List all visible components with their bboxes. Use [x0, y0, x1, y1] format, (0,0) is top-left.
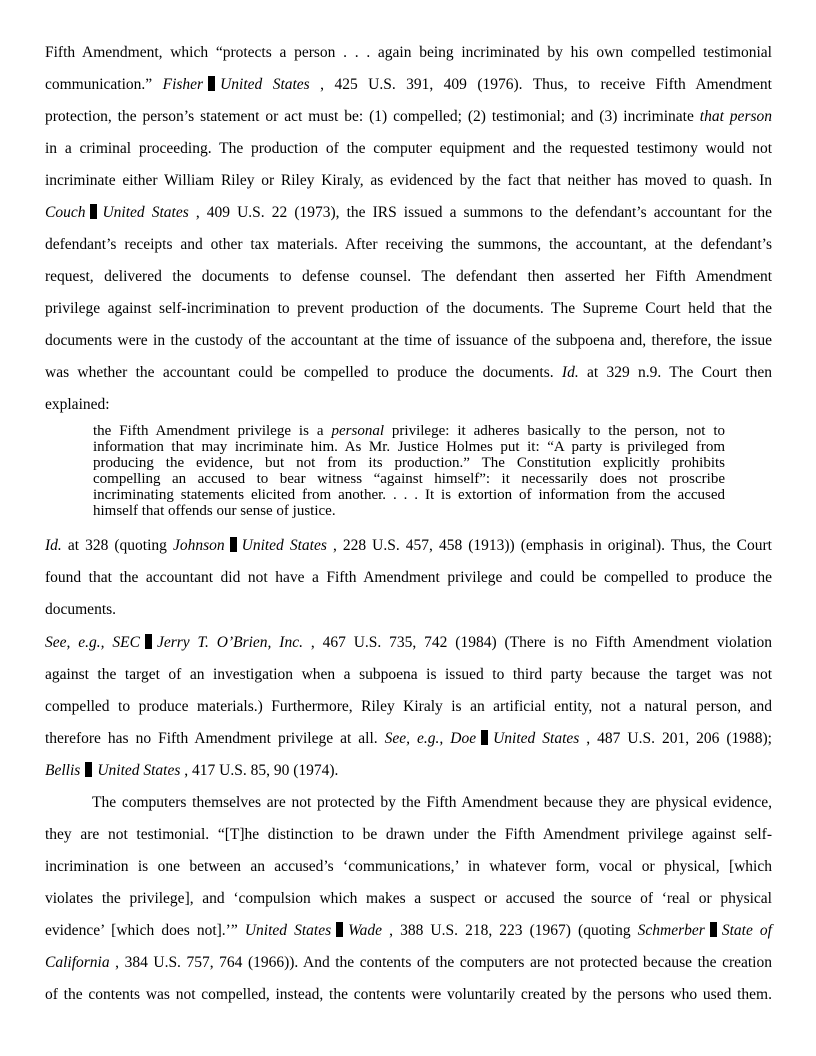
redaction-mark	[336, 922, 343, 937]
text-line	[45, 691, 772, 723]
citation-italic-text: Id.	[45, 537, 62, 554]
text-line	[45, 197, 772, 229]
text-segment: was whether the accountant could be compelled to produce the documents.	[45, 364, 562, 381]
text-line	[93, 455, 725, 471]
text-segment: found that the accountant did not have a Fifth Amendment privilege and could be compelled to produce the	[45, 569, 772, 586]
text-segment: at 329 n.9. The Court then	[578, 364, 772, 381]
citation-italic-text: United States	[220, 76, 310, 93]
text-line	[45, 325, 772, 357]
text-segment: privilege: it adheres basically to the person, not to	[383, 423, 725, 439]
text-line	[93, 439, 725, 455]
text-line	[45, 562, 772, 594]
text-line	[93, 423, 725, 439]
paragraph-computers	[45, 787, 772, 1011]
citation-italic-text: Johnson	[172, 537, 225, 554]
text-segment: information that may incriminate him. As Mr. Justice Holmes put it: “A party is privileged from	[93, 439, 725, 455]
citation-italic-text: United States	[241, 537, 327, 554]
redaction-mark	[145, 634, 152, 649]
text-segment: they are not testimonial. “[T]he distinction to be drawn under the Fifth Amendment privilege against self-	[45, 826, 772, 843]
text-segment: the Fifth Amendment privilege is a	[93, 423, 332, 439]
text-line	[45, 594, 772, 626]
text-segment: , 425 U.S. 391, 409 (1976). Thus, to receive Fifth Amendment	[309, 76, 772, 93]
citation-italic-text: Wade	[348, 922, 382, 939]
text-segment: , 467 U.S. 735, 742 (1984) (There is no Fifth Amendment violation	[302, 634, 773, 651]
text-segment: , 384 U.S. 757, 764 (1966)). And the contents of the computers are not protected because the creation	[109, 954, 772, 971]
text-segment: against the target of an investigation when a subpoena is issued to third party because the target was not	[45, 666, 772, 683]
citation-italic-text: California	[45, 954, 110, 971]
text-line	[45, 819, 772, 851]
text-segment: of the contents was not compelled, instead, the contents were voluntarily created by the persons who used them.	[45, 986, 772, 1003]
redaction-mark	[710, 922, 717, 937]
text-segment: therefore has no Fifth Amendment privilege at all.	[45, 730, 385, 747]
text-line	[45, 37, 772, 69]
text-segment: explained:	[45, 396, 110, 413]
text-segment: himself that offends our sense of justice.	[93, 503, 336, 519]
text-segment: incriminate either William Riley or Riley Kiraly, as evidenced by the fact that neither has moved to quash. In	[45, 172, 772, 189]
text-line	[45, 101, 772, 133]
citation-italic-text: Fisher	[162, 76, 204, 93]
citation-italic-text: Bellis	[45, 762, 81, 779]
text-line	[45, 883, 772, 915]
text-segment: evidence’ [which does not].’”	[45, 922, 245, 939]
redaction-mark	[90, 204, 97, 219]
text-line	[45, 723, 772, 755]
paragraph-id-328	[45, 530, 772, 626]
text-line	[45, 659, 772, 691]
citation-italic-text: See, e.g., Doe	[384, 730, 477, 747]
text-line	[45, 389, 772, 421]
citation-italic-text: Id.	[561, 364, 579, 381]
text-segment: privilege against self-incrimination to prevent production of the documents. The Supreme Court held that the	[45, 300, 772, 317]
text-line	[93, 503, 725, 519]
citation-italic-text: Schmerber	[637, 922, 705, 939]
text-segment: at 328 (quoting	[61, 537, 173, 554]
text-segment: , 417 U.S. 85, 90 (1974).	[180, 762, 339, 779]
redaction-mark	[230, 537, 237, 552]
text-segment: request, delivered the documents to defense counsel. The defendant then asserted her Fifth Amendment	[45, 268, 772, 285]
block-quote-couch	[93, 423, 725, 519]
text-line	[45, 787, 772, 819]
text-line	[45, 293, 772, 325]
citation-italic-text: United States	[244, 922, 332, 939]
citation-italic-text: State of	[721, 922, 772, 939]
text-segment: documents.	[45, 601, 117, 618]
text-line	[45, 261, 772, 293]
paragraph-see-eg	[45, 627, 772, 787]
text-line	[45, 69, 772, 101]
text-line	[45, 627, 772, 659]
text-line	[45, 229, 772, 261]
text-line	[45, 947, 772, 979]
redaction-mark	[208, 76, 215, 91]
text-segment: documents were in the custody of the accountant at the time of issuance of the subpoena and, therefore, the issue	[45, 332, 772, 349]
text-line	[45, 979, 772, 1011]
text-line	[45, 357, 772, 389]
paragraph-fifth-amendment	[45, 37, 772, 421]
text-line	[45, 133, 772, 165]
text-segment: in a criminal proceeding. The production of the computer equipment and the requested testimony would not	[45, 140, 772, 157]
citation-italic-text: Couch	[45, 204, 86, 221]
text-segment: Fifth Amendment, which “protects a person . . . again being incriminated by his own compelled testimonial	[45, 44, 772, 61]
citation-italic-text: Jerry T. O’Brien, Inc.	[156, 634, 303, 651]
citation-italic-text: personal	[331, 423, 384, 439]
redaction-mark	[481, 730, 488, 745]
citation-italic-text: See, e.g., SEC	[45, 634, 140, 651]
text-line	[45, 755, 772, 787]
text-line	[93, 471, 725, 487]
text-segment: , 409 U.S. 22 (1973), the IRS issued a summons to the defendant’s accountant for the	[188, 204, 772, 221]
text-line	[93, 487, 725, 503]
citation-italic-text: United States	[102, 204, 189, 221]
text-segment: , 388 U.S. 218, 223 (1967) (quoting	[382, 922, 638, 939]
text-segment: , 228 U.S. 457, 458 (1913)) (emphasis in original). Thus, the Court	[326, 537, 772, 554]
citation-italic-text: United States	[97, 762, 181, 779]
text-line	[45, 530, 772, 562]
redaction-mark	[85, 762, 92, 777]
text-segment: defendant’s receipts and other tax materials. After receiving the summons, the accountant, at the defendant’s	[45, 236, 772, 253]
citation-italic-text: United States	[493, 730, 580, 747]
text-segment: compelled to produce materials.) Furthermore, Riley Kiraly is an artificial entity, not a natural person, and	[45, 698, 772, 715]
text-segment: compelling an accused to bear witness “against himself”: it necessarily does not proscribe	[93, 471, 725, 487]
text-segment: producing the evidence, but not from its production.” The Constitution explicitly prohibits	[93, 455, 725, 471]
text-line	[45, 915, 772, 947]
text-segment: The computers themselves are not protected by the Fifth Amendment because they are physical evidence,	[92, 794, 772, 811]
text-line	[45, 851, 772, 883]
text-segment: , 487 U.S. 201, 206 (1988);	[579, 730, 772, 747]
text-segment: violates the privilege], and ‘compulsion which makes a suspect or accused the source of ‘real or physical	[45, 890, 772, 907]
citation-italic-text: that person	[699, 108, 773, 125]
text-segment: communication.”	[45, 76, 163, 93]
text-segment: incrimination is one between an accused’s ‘communications,’ in whatever form, vocal or physical, [which	[45, 858, 772, 875]
text-segment: incriminating statements elicited from another. . . . It is extortion of information from the accused	[93, 487, 725, 503]
text-segment: protection, the person’s statement or act must be: (1) compelled; (2) testimonial; and (3) incriminate	[45, 108, 700, 125]
text-line	[45, 165, 772, 197]
